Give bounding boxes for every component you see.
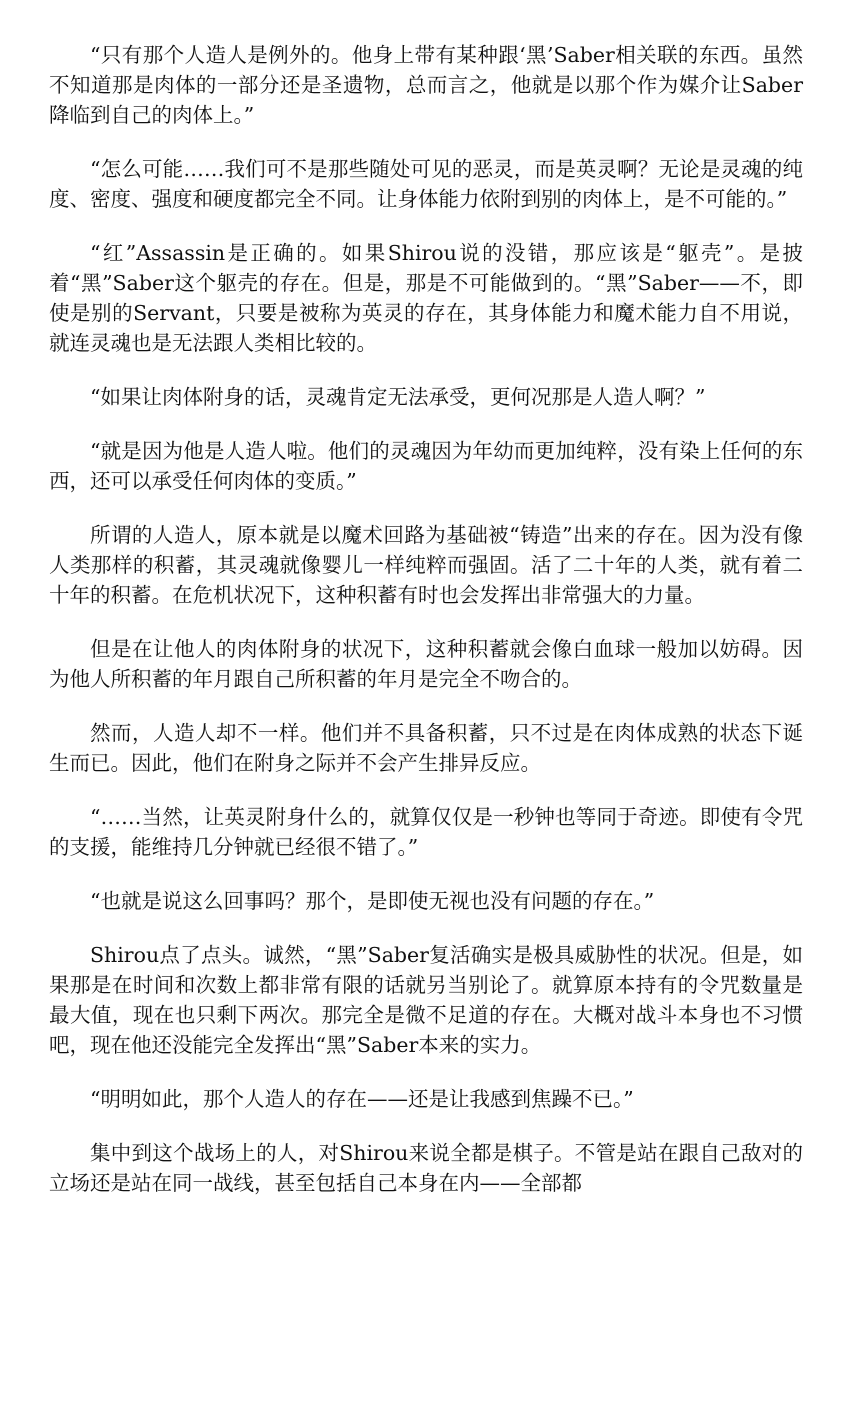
paragraph: “明明如此，那个人造人的存在——还是让我感到焦躁不已。”: [90, 1087, 634, 1111]
paragraph: 集中到这个战场上的人，对Shirou来说全都是棋子。不管是站在跟自己敌对的立场还是站在同一战线，甚至包括自己本身在内——全部都: [49, 1141, 803, 1195]
paragraph: 所谓的人造人，原本就是以魔术回路为基础被“铸造”出来的存在。因为没有像人类那样的积蓄，其灵魂就像婴儿一样纯粹而强固。活了二十年的人类，就有着二十年的积蓄。在危机状况下，这种积蓄有时也会发挥出非常强大的力量。: [49, 523, 803, 607]
paragraph: “红”Assassin是正确的。如果Shirou说的没错，那应该是“躯壳”。是披着“黑”Saber这个躯壳的存在。但是，那是不可能做到的。“黑”Saber——不，即使是别的Servant，只要是被称为英灵的存在，其身体能力和魔术能力自不用说，就连灵魂也是无法跟人类相比较的。: [49, 241, 803, 355]
paragraph: 但是在让他人的肉体附身的状况下，这种积蓄就会像白血球一般加以妨碍。因为他人所积蓄的年月跟自己所积蓄的年月是完全不吻合的。: [49, 637, 803, 691]
paragraph: “也就是说这么回事吗？那个，是即使无视也没有问题的存在。”: [90, 889, 655, 913]
paragraph: “只有那个人造人是例外的。他身上带有某种跟‘黑’Saber相关联的东西。虽然不知道那是肉体的一部分还是圣遗物，总而言之，他就是以那个作为媒介让Saber降临到自己的肉体上。”: [49, 43, 803, 127]
paragraph: “就是因为他是人造人啦。他们的灵魂因为年幼而更加纯粹，没有染上任何的东西，还可以承受任何肉体的变质。”: [49, 439, 803, 493]
paragraph: “……当然，让英灵附身什么的，就算仅仅是一秒钟也等同于奇迹。即使有令咒的支援，能维持几分钟就已经很不错了。”: [49, 805, 803, 859]
paragraph: “怎么可能……我们可不是那些随处可见的恶灵，而是英灵啊？无论是灵魂的纯度、密度、强度和硬度都完全不同。让身体能力依附到别的肉体上，是不可能的。”: [49, 157, 803, 211]
paragraph: Shirou点了点头。诚然，“黑”Saber复活确实是极具威胁性的状况。但是，如果那是在时间和次数上都非常有限的话就另当别论了。就算原本持有的令咒数量是最大值，现在也只剩下两次。那完全是微不足道的存在。大概对战斗本身也不习惯吧，现在他还没能完全发挥出“黑”Saber本来的实力。: [49, 943, 803, 1057]
paragraph: 然而，人造人却不一样。他们并不具备积蓄，只不过是在肉体成熟的状态下诞生而已。因此，他们在附身之际并不会产生排异反应。: [49, 721, 803, 775]
paragraph: “如果让肉体附身的话，灵魂肯定无法承受，更何况那是人造人啊？”: [90, 385, 706, 409]
